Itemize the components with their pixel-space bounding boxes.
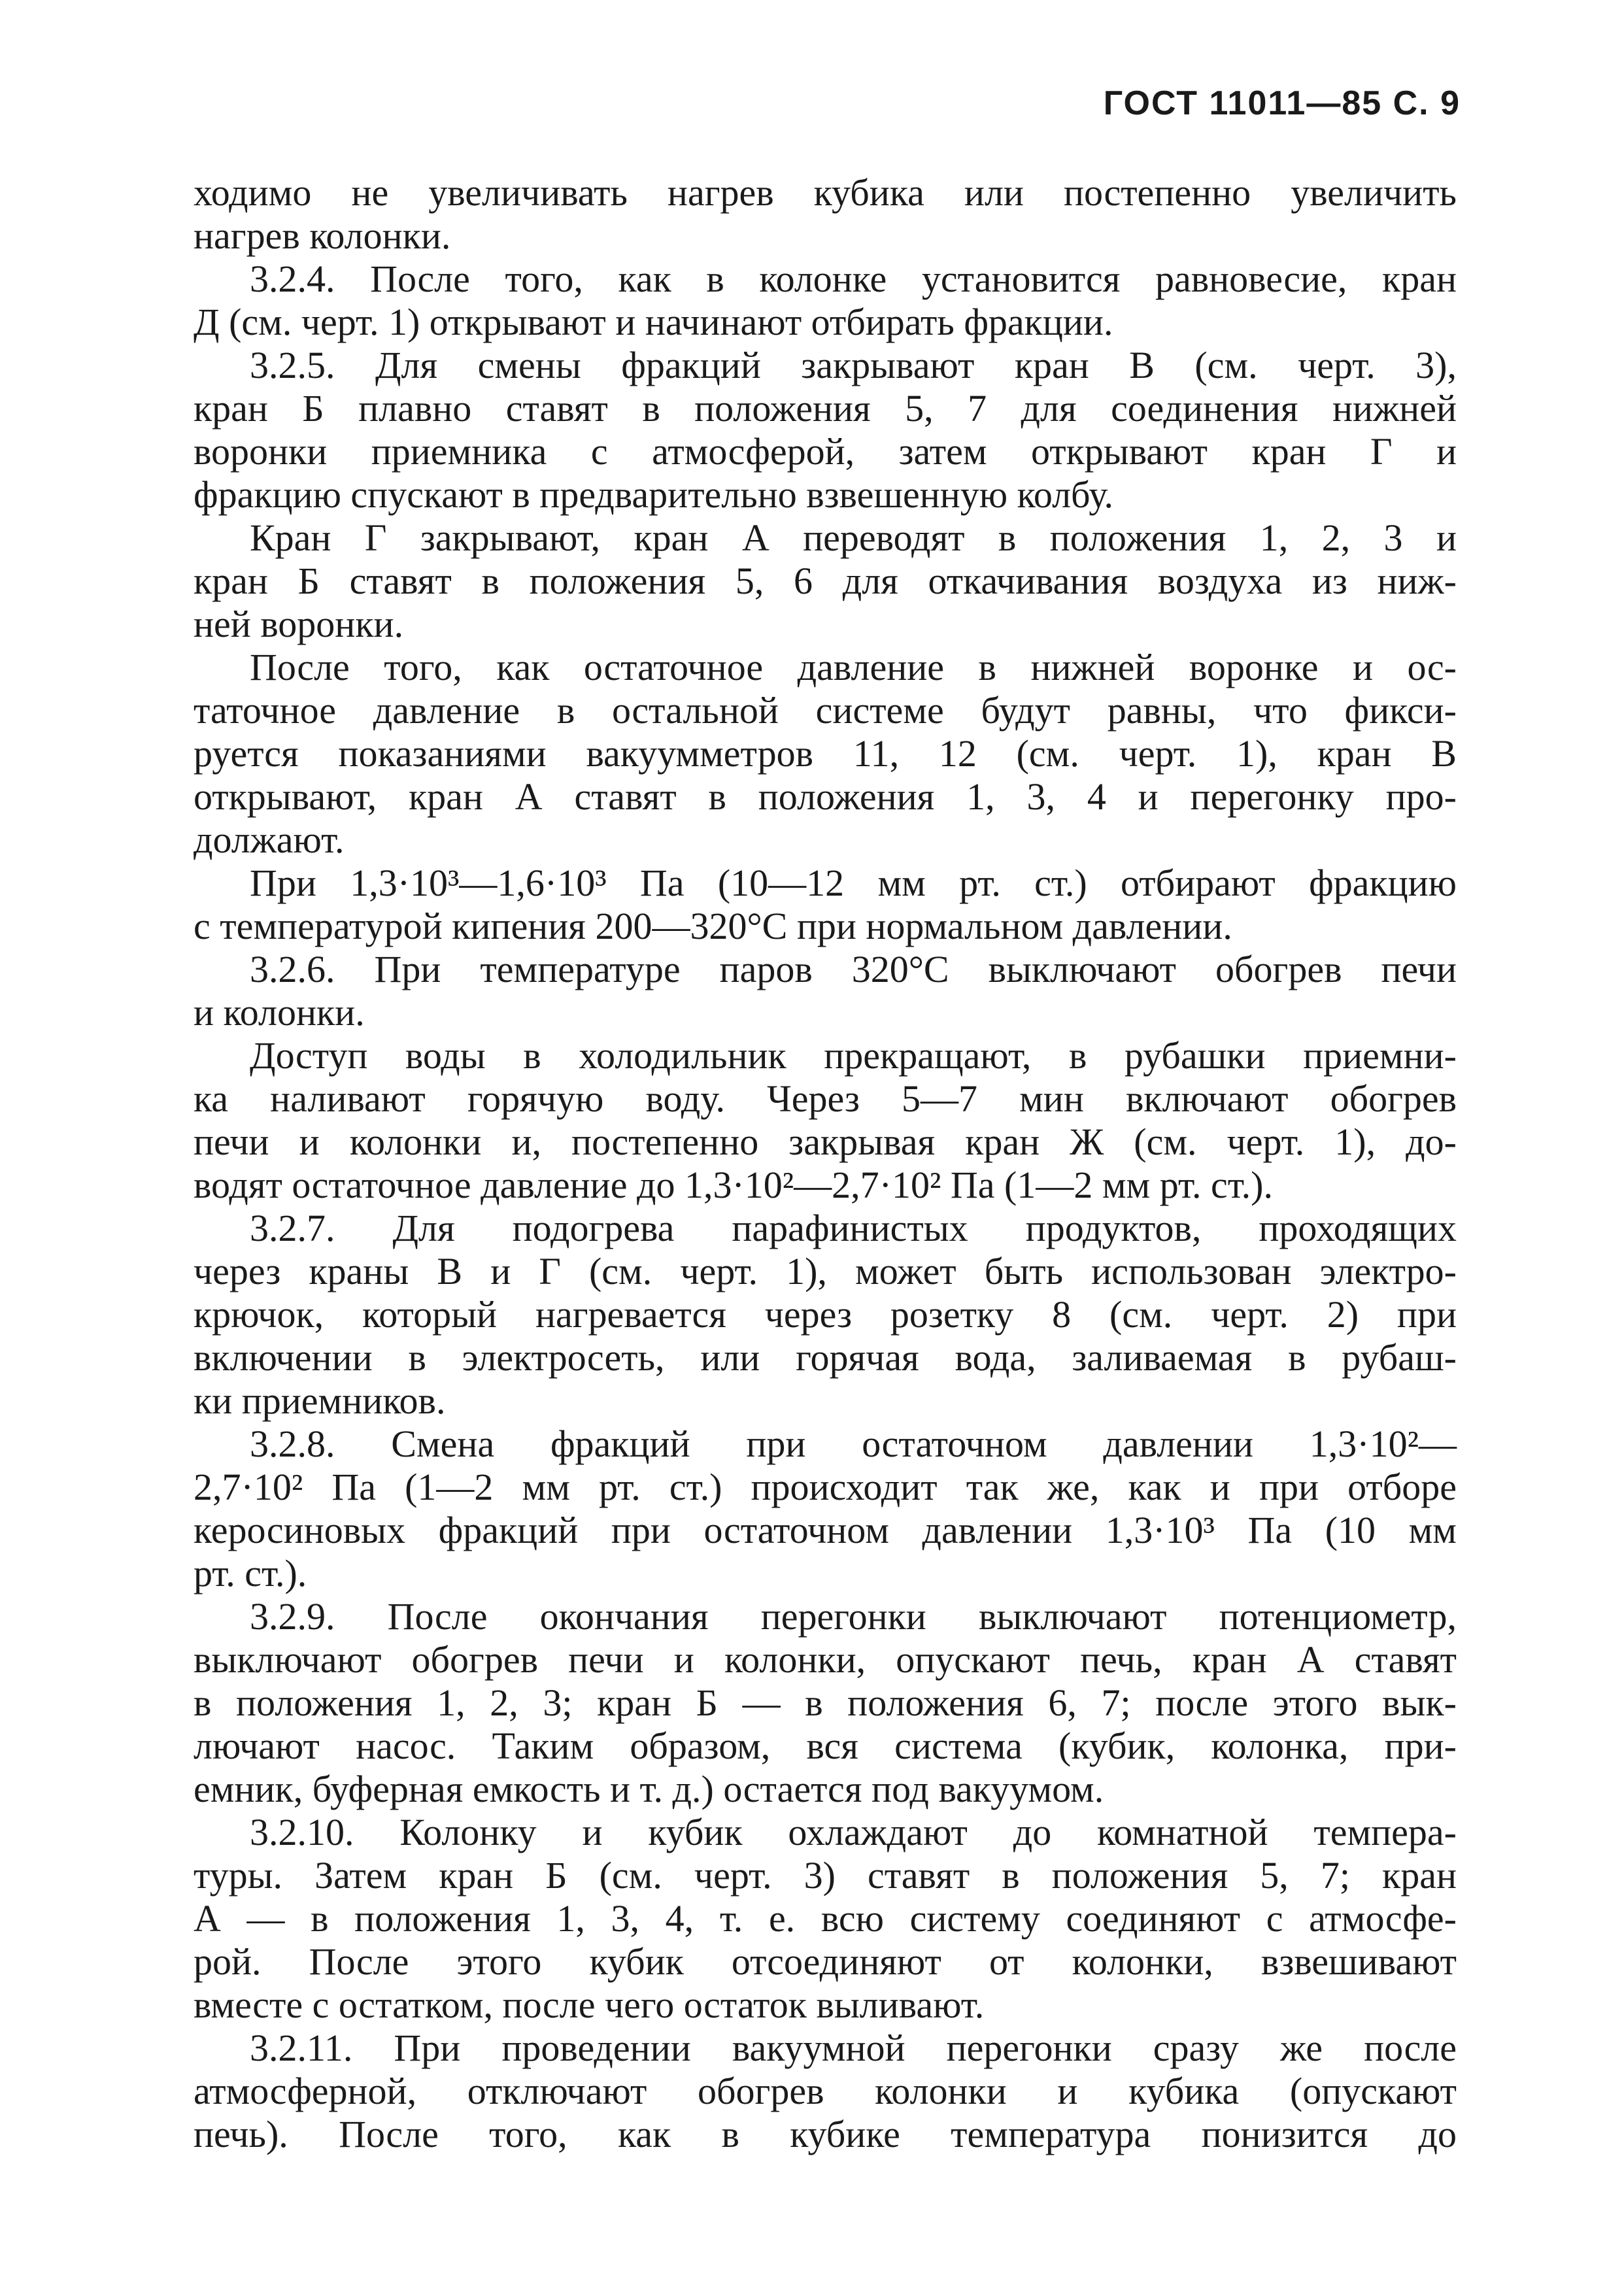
text-line: и колонки.	[194, 991, 365, 1034]
text-line: ка наливают горячую воду. Через 5—7 мин включают обогрев	[194, 1077, 1457, 1120]
text-line: крючок, который нагревается через розетку 8 (см. черт. 2) при	[194, 1293, 1457, 1336]
text-line: Кран Г закрывают, кран А переводят в положения 1, 2, 3 и	[250, 516, 1457, 559]
text-line: должают.	[194, 818, 345, 861]
text-line: фракцию спускают в предварительно взвешенную колбу.	[194, 473, 1114, 516]
text-line: ней воронки.	[194, 603, 404, 645]
text-line: туры. Затем кран Б (см. черт. 3) ставят в положения 5, 7; кран	[194, 1854, 1457, 1897]
text-line: При 1,3·10³—1,6·10³ Па (10—12 мм рт. ст.) отбирают фракцию	[250, 862, 1457, 904]
text-line: ходимо не увеличивать нагрев кубика или постепенно увеличить	[194, 171, 1457, 214]
text-line: 3.2.11. При проведении вакуумной перегонки сразу же после	[250, 2027, 1457, 2069]
text-line: с температурой кипения 200—320°С при нормальном давлении.	[194, 905, 1232, 947]
text-line: атмосферной, отключают обогрев колонки и кубика (опускают	[194, 2070, 1457, 2112]
text-line: 3.2.7. Для подогрева парафинистых продуктов, проходящих	[250, 1207, 1457, 1249]
body-text	[194, 171, 1457, 2156]
text-line: А — в положения 1, 3, 4, т. е. всю систему соединяют с атмосфе-	[194, 1897, 1457, 1940]
text-line: 3.2.6. При температуре паров 320°С выключают обогрев печи	[250, 948, 1457, 990]
text-line: ки приемников.	[194, 1379, 446, 1422]
text-line: воронки приемника с атмосферой, затем открывают кран Г и	[194, 430, 1457, 473]
text-line: керосиновых фракций при остаточном давлении 1,3·10³ Па (10 мм	[194, 1509, 1457, 1551]
text-line: рт. ст.).	[194, 1552, 307, 1594]
text-line: в положения 1, 2, 3; кран Б — в положения 6, 7; после этого вык-	[194, 1681, 1457, 1724]
text-line: лючают насос. Таким образом, вся система (кубик, колонка, при-	[194, 1725, 1457, 1767]
text-line: руется показаниями вакуумметров 11, 12 (см. черт. 1), кран В	[194, 732, 1457, 775]
page-header: ГОСТ 11011—85 С. 9	[1103, 84, 1461, 122]
text-line: через краны В и Г (см. черт. 1), может быть использован электро-	[194, 1250, 1457, 1292]
text-line: нагрев колонки.	[194, 214, 451, 257]
text-line: Д (см. черт. 1) открывают и начинают отбирать фракции.	[194, 301, 1113, 343]
text-line: 3.2.8. Смена фракций при остаточном давлении 1,3·10²—	[250, 1423, 1457, 1465]
text-line: таточное давление в остальной системе будут равны, что фикси-	[194, 689, 1457, 732]
text-line: емник, буферная емкость и т. д.) остается под вакуумом.	[194, 1768, 1104, 1810]
text-line: 3.2.4. После того, как в колонке установится равновесие, кран	[250, 258, 1457, 300]
text-line: 3.2.9. После окончания перегонки выключают потенциометр,	[250, 1595, 1457, 1638]
text-line: выключают обогрев печи и колонки, опускают печь, кран А ставят	[194, 1638, 1457, 1681]
text-line: открывают, кран А ставят в положения 1, 3, 4 и перегонку про-	[194, 775, 1457, 818]
text-line: 3.2.5. Для смены фракций закрывают кран В (см. черт. 3),	[250, 344, 1457, 386]
text-line: вместе с остатком, после чего остаток выливают.	[194, 1983, 985, 2026]
text-line: включении в электросеть, или горячая вода, заливаемая в рубаш-	[194, 1336, 1457, 1379]
text-line: Доступ воды в холодильник прекращают, в рубашки приемни-	[250, 1034, 1457, 1077]
text-line: После того, как остаточное давление в нижней воронке и ос-	[250, 646, 1457, 688]
text-line: кран Б ставят в положения 5, 6 для откачивания воздуха из ниж-	[194, 560, 1457, 602]
text-line: 2,7·10² Па (1—2 мм рт. ст.) происходит так же, как и при отборе	[194, 1466, 1457, 1508]
text-line: водят остаточное давление до 1,3·10²—2,7·10² Па (1—2 мм рт. ст.).	[194, 1164, 1273, 1206]
text-line: кран Б плавно ставят в положения 5, 7 для соединения нижней	[194, 387, 1457, 430]
text-line: рой. После этого кубик отсоединяют от колонки, взвешивают	[194, 1940, 1457, 1983]
text-line: 3.2.10. Колонку и кубик охлаждают до комнатной темпера-	[250, 1811, 1457, 1853]
text-line: печи и колонки и, постепенно закрывая кран Ж (см. черт. 1), до-	[194, 1121, 1457, 1163]
text-line: печь). После того, как в кубике температура понизится до	[194, 2113, 1457, 2155]
